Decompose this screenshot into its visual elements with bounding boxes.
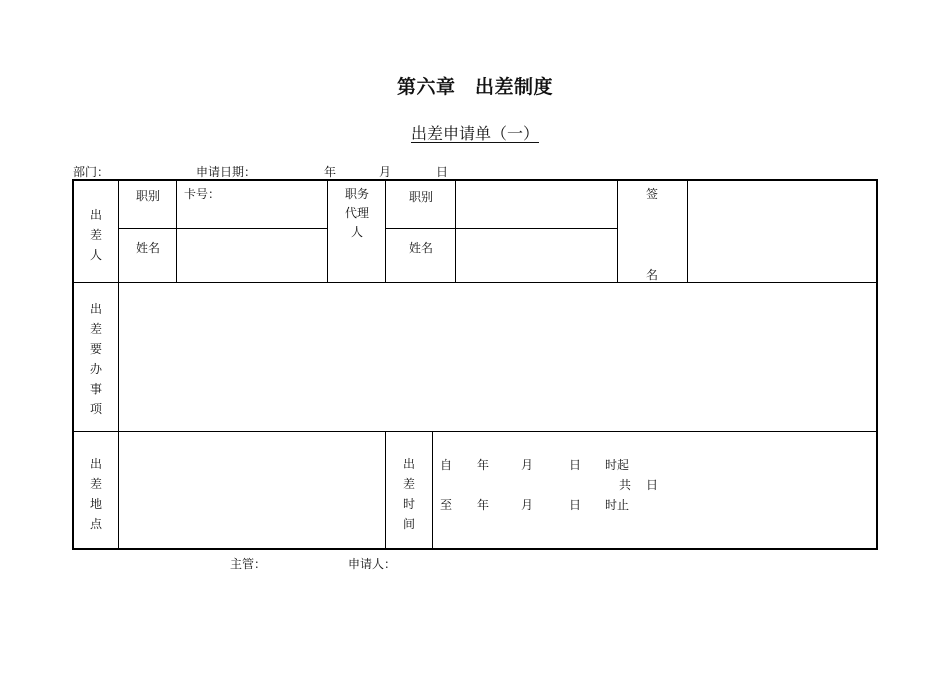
- deputy-position-field[interactable]: [457, 182, 616, 227]
- time-from-year: 年: [477, 458, 490, 472]
- time-to-month: 月: [521, 498, 534, 512]
- chapter-title: 第六章 出差制度: [396, 76, 553, 98]
- deputy-label: 职务代理人: [345, 187, 370, 239]
- time-total-label: 共: [619, 478, 632, 492]
- signature-field[interactable]: [689, 182, 875, 281]
- location-field[interactable]: [120, 433, 384, 547]
- card-number-label: 卡号：: [184, 187, 221, 201]
- time-to-year: 年: [477, 498, 490, 512]
- apply-date-label: 申请日期：: [196, 165, 257, 179]
- time-start-label: 时起: [605, 458, 630, 472]
- deputy-position-label: 职别: [409, 190, 434, 204]
- time-end-label: 时止: [605, 498, 630, 512]
- time-from-day: 日: [569, 458, 582, 472]
- deputy-name-label: 姓名: [409, 241, 434, 255]
- signature-label-bottom: 名: [646, 268, 659, 282]
- apply-day-label: 日: [436, 165, 449, 179]
- traveler-name-label: 姓名: [136, 241, 161, 255]
- matters-field[interactable]: [120, 284, 875, 430]
- traveler-label: 出差人: [89, 208, 102, 262]
- apply-year-label: 年: [324, 165, 337, 179]
- applicant-label: 申请人：: [348, 557, 397, 571]
- matters-label: 出差要办事项: [89, 302, 102, 416]
- card-number-field[interactable]: [250, 182, 326, 227]
- supervisor-label: 主管：: [230, 557, 267, 571]
- signature-label-top: 签: [646, 187, 659, 201]
- time-from-month: 月: [521, 458, 534, 472]
- form-title: 出差申请单（一）: [410, 124, 539, 143]
- department-label: 部门：: [73, 165, 110, 179]
- time-label: 出差时间: [402, 457, 415, 531]
- location-label: 出差地点: [89, 457, 102, 531]
- traveler-name-field[interactable]: [178, 230, 326, 281]
- traveler-position-label: 职别: [136, 189, 161, 203]
- time-from-label: 自: [440, 458, 453, 472]
- time-to-label: 至: [440, 498, 453, 512]
- time-total-day: 日: [646, 478, 659, 492]
- apply-month-label: 月: [379, 165, 392, 179]
- time-to-day: 日: [569, 498, 582, 512]
- deputy-name-field[interactable]: [457, 230, 616, 281]
